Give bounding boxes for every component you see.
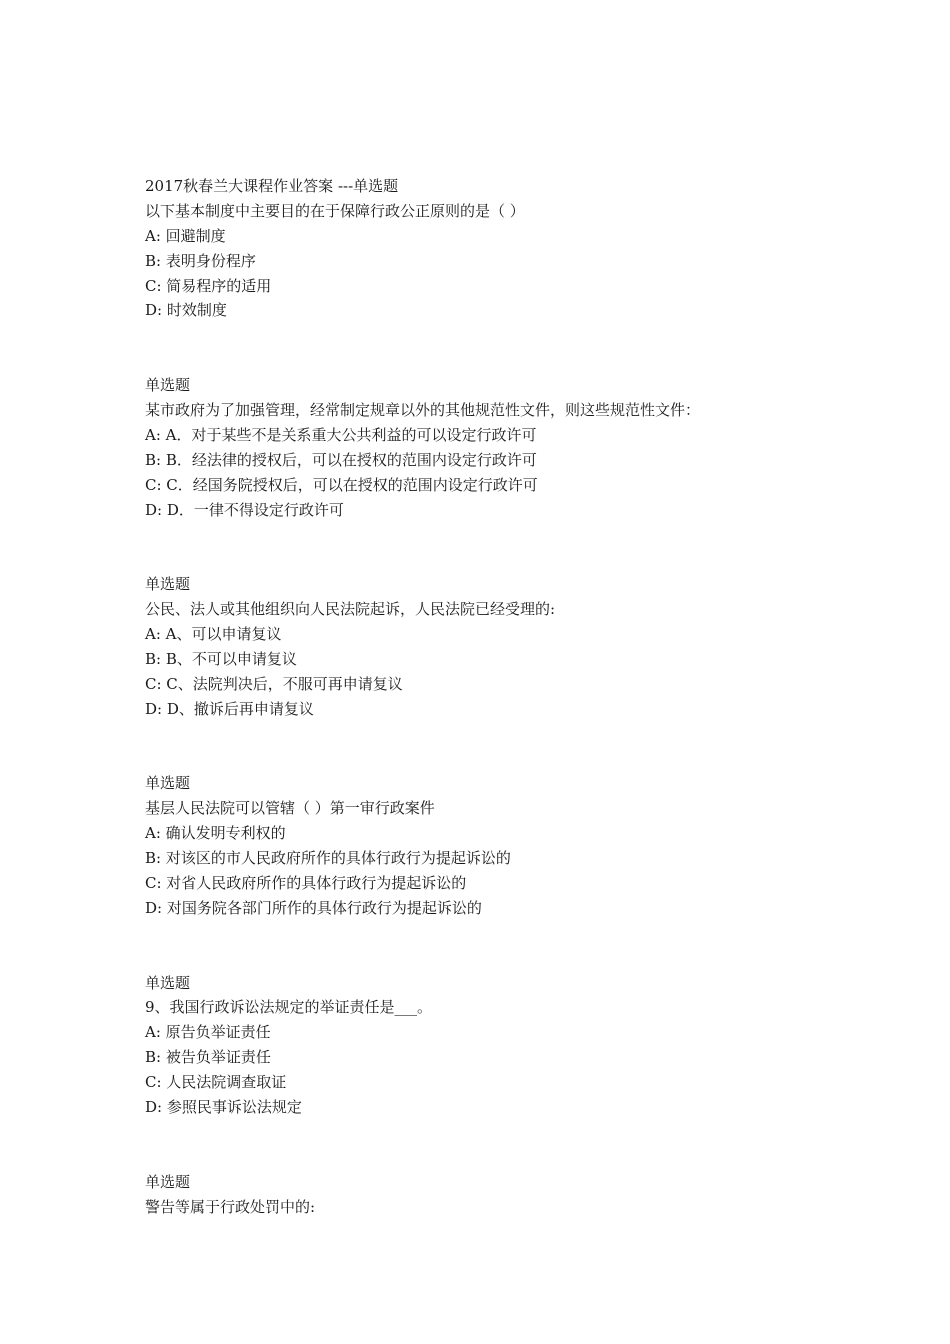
question-block-2 <box>145 373 845 522</box>
option-d: D: 时效制度 <box>145 301 227 320</box>
option-c: C: C、法院判决后，不服可再申请复议 <box>145 674 403 693</box>
question-block-5 <box>145 971 845 1120</box>
option-a: A: A．对于某些不是关系重大公共利益的可以设定行政许可 <box>145 425 537 444</box>
question-text: 9、我国行政诉讼法规定的举证责任是___。 <box>145 998 433 1017</box>
option-d: D: D．一律不得设定行政许可 <box>145 500 344 519</box>
option-b: B: 表明身份程序 <box>145 251 256 270</box>
option-b: B: 对该区的市人民政府所作的具体行政行为提起诉讼的 <box>145 849 511 868</box>
document-header: 2017秋春兰大课程作业答案 ---单选题 <box>145 177 399 195</box>
question-text: 某市政府为了加强管理，经常制定规章以外的其他规范性文件，则这些规范性文件： <box>145 401 701 420</box>
question-text: 警告等属于行政处罚中的: <box>145 1197 316 1216</box>
question-type-label: 单选题 <box>145 575 191 594</box>
document-page <box>145 174 845 1269</box>
question-type-label: 单选题 <box>145 1172 191 1191</box>
option-b: B: B．经法律的授权后，可以在授权的范围内设定行政许可 <box>145 450 537 469</box>
option-d: D: D、撤诉后再申请复议 <box>145 699 314 718</box>
question-text: 以下基本制度中主要目的在于保障行政公正原则的是（ ） <box>145 201 525 220</box>
option-b: B: B、不可以申请复议 <box>145 649 297 668</box>
option-b: B: 被告负举证责任 <box>145 1048 271 1067</box>
option-c: C: 人民法院调查取证 <box>145 1073 287 1092</box>
option-c: C: 简易程序的适用 <box>145 276 272 295</box>
question-block-4 <box>145 771 845 920</box>
question-block-6 <box>145 1170 845 1220</box>
question-block-3 <box>145 572 845 721</box>
option-c: C: 对省人民政府所作的具体行政行为提起诉讼的 <box>145 873 467 892</box>
option-a: A: 回避制度 <box>145 226 226 245</box>
question-type-label: 单选题 <box>145 774 191 793</box>
option-d: D: 参照民事诉讼法规定 <box>145 1098 302 1117</box>
option-a: A: 确认发明专利权的 <box>145 824 286 843</box>
question-type-label: 单选题 <box>145 376 191 395</box>
question-block-1 <box>145 174 845 323</box>
question-text: 公民、法人或其他组织向人民法院起诉，人民法院已经受理的: <box>145 600 556 619</box>
option-a: A: A、可以申请复议 <box>145 625 282 644</box>
question-type-label: 单选题 <box>145 973 191 992</box>
option-c: C: C．经国务院授权后，可以在授权的范围内设定行政许可 <box>145 475 538 494</box>
option-d: D: 对国务院各部门所作的具体行政行为提起诉讼的 <box>145 898 482 917</box>
question-text: 基层人民法院可以管辖（ ）第一审行政案件 <box>145 799 435 818</box>
option-a: A: 原告负举证责任 <box>145 1023 271 1042</box>
